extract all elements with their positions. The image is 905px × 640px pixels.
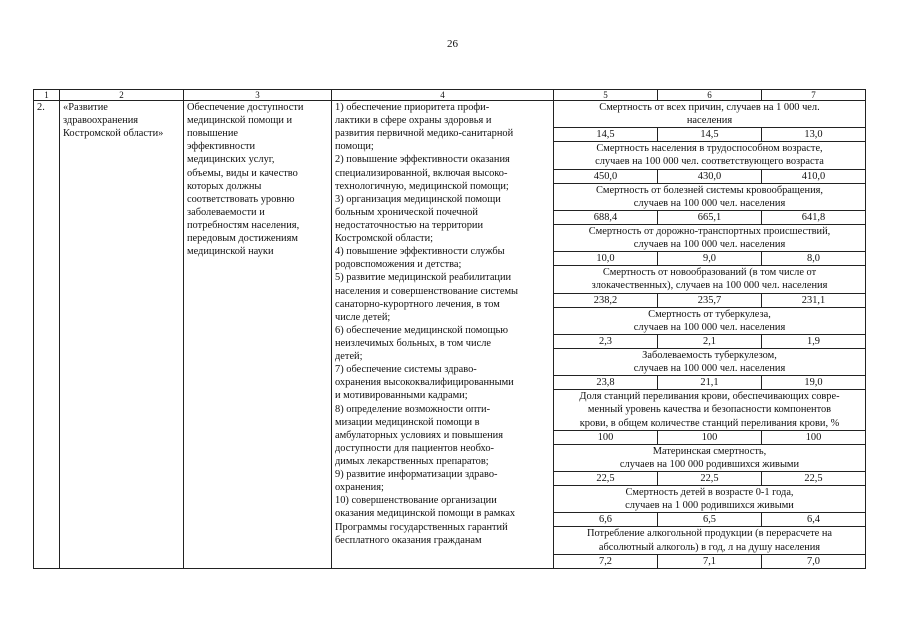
header-col-6: 6 xyxy=(658,90,762,101)
indicator-value-6: 7,1 xyxy=(658,554,762,568)
header-col-4: 4 xyxy=(332,90,554,101)
indicator-value-7: 231,1 xyxy=(762,293,866,307)
indicator-value-5: 688,4 xyxy=(554,210,658,224)
indicator-value-5: 22,5 xyxy=(554,471,658,485)
indicator-title: Доля станций переливания крови, обеспечивающих совре- менный уровень качества и безопасности компонентов крови, в общем количестве станций переливания крови, % xyxy=(554,390,866,430)
indicator-value-5: 10,0 xyxy=(554,252,658,266)
indicator-value-7: 1,9 xyxy=(762,334,866,348)
row-number: 2. xyxy=(34,101,60,569)
program-goal: Обеспечение доступности медицинской помощи и повышение эффективности медицинских услуг, объемы, виды и качество которых должны соответствовать уровню заболеваемости и потребностям населения, передовым достижениям медицинской науки xyxy=(184,101,332,569)
indicator-value-7: 6,4 xyxy=(762,513,866,527)
indicator-value-7: 13,0 xyxy=(762,128,866,142)
indicator-value-6: 235,7 xyxy=(658,293,762,307)
header-col-2: 2 xyxy=(60,90,184,101)
indicator-value-5: 2,3 xyxy=(554,334,658,348)
indicator-value-7: 22,5 xyxy=(762,471,866,485)
program-tasks: 1) обеспечение приоритета профи- лактики в сфере охраны здоровья и развития первичной медико-санитарной помощи; 2) повышение эффективности оказания специализированной, включая высоко- технологичную, медицинской помощи; 3) организация медицинской помощи больным хронической почечной недостаточностью на территории Костромской области; 4) повышение эффективности службы родовспоможения и детства; 5) развитие медицинской реабилитации населения и совершенствование системы санаторно-курортного лечения, в том числе детей; 6) обеспечение медицинской помощью неизлечимых больных, в том числе детей; 7) обеспечение системы здраво- охранения высококвалифицированными и мотивированными кадрами; 8) определение возможности опти- мизации медицинской помощи в амбулаторных условиях и повышения доступности для пациентов необхо- димых лекарственных препаратов; 9) развитие информатизации здраво- охранения; 10) совершенствование организации оказания медицинской помощи в рамках Программы государственных гарантий бесплатного оказания гражданам xyxy=(332,101,554,569)
indicator-value-5: 7,2 xyxy=(554,554,658,568)
indicator-value-6: 100 xyxy=(658,430,762,444)
indicator-title: Смертность от новообразований (в том числе от злокачественных), случаев на 100 000 чел. населения xyxy=(554,266,866,293)
indicator-value-6: 21,1 xyxy=(658,376,762,390)
indicator-value-5: 6,6 xyxy=(554,513,658,527)
header-row xyxy=(34,90,866,101)
indicator-title: Заболеваемость туберкулезом, случаев на 100 000 чел. населения xyxy=(554,348,866,375)
indicator-value-7: 19,0 xyxy=(762,376,866,390)
indicator-value-6: 6,5 xyxy=(658,513,762,527)
indicator-title: Смертность детей в возрасте 0-1 года, случаев на 1 000 родившихся живыми xyxy=(554,486,866,513)
program-name: «Развитие здравоохранения Костромской области» xyxy=(60,101,184,569)
header-col-3: 3 xyxy=(184,90,332,101)
header-col-5: 5 xyxy=(554,90,658,101)
page-number: 26 xyxy=(447,38,458,50)
header-col-7: 7 xyxy=(762,90,866,101)
indicator-value-5: 14,5 xyxy=(554,128,658,142)
indicator-title: Потребление алкогольной продукции (в перерасчете на абсолютный алкоголь) в год, л на душу населения xyxy=(554,527,866,554)
indicator-value-7: 7,0 xyxy=(762,554,866,568)
indicator-value-6: 430,0 xyxy=(658,169,762,183)
indicator-value-5: 450,0 xyxy=(554,169,658,183)
indicator-title: Смертность населения в трудоспособном возрасте, случаев на 100 000 чел. соответствующего возраста xyxy=(554,142,866,169)
indicator-value-7: 8,0 xyxy=(762,252,866,266)
indicator-value-6: 9,0 xyxy=(658,252,762,266)
indicator-value-6: 22,5 xyxy=(658,471,762,485)
indicator-value-7: 641,8 xyxy=(762,210,866,224)
indicator-value-6: 14,5 xyxy=(658,128,762,142)
indicator-value-7: 100 xyxy=(762,430,866,444)
indicator-title: Смертность от дорожно-транспортных происшествий, случаев на 100 000 чел. населения xyxy=(554,224,866,251)
indicator-value-7: 410,0 xyxy=(762,169,866,183)
indicator-value-6: 2,1 xyxy=(658,334,762,348)
indicator-value-5: 100 xyxy=(554,430,658,444)
indicator-title-row xyxy=(34,101,866,128)
indicator-title: Смертность от всех причин, случаев на 1 000 чел. населения xyxy=(554,101,866,128)
program-table xyxy=(33,89,866,569)
indicator-title: Смертность от болезней системы кровообращения, случаев на 100 000 чел. населения xyxy=(554,183,866,210)
indicator-value-6: 665,1 xyxy=(658,210,762,224)
indicator-value-5: 238,2 xyxy=(554,293,658,307)
indicator-title: Материнская смертность, случаев на 100 000 родившихся живыми xyxy=(554,444,866,471)
indicator-title: Смертность от туберкулеза, случаев на 100 000 чел. населения xyxy=(554,307,866,334)
header-col-1: 1 xyxy=(34,90,60,101)
indicator-value-5: 23,8 xyxy=(554,376,658,390)
